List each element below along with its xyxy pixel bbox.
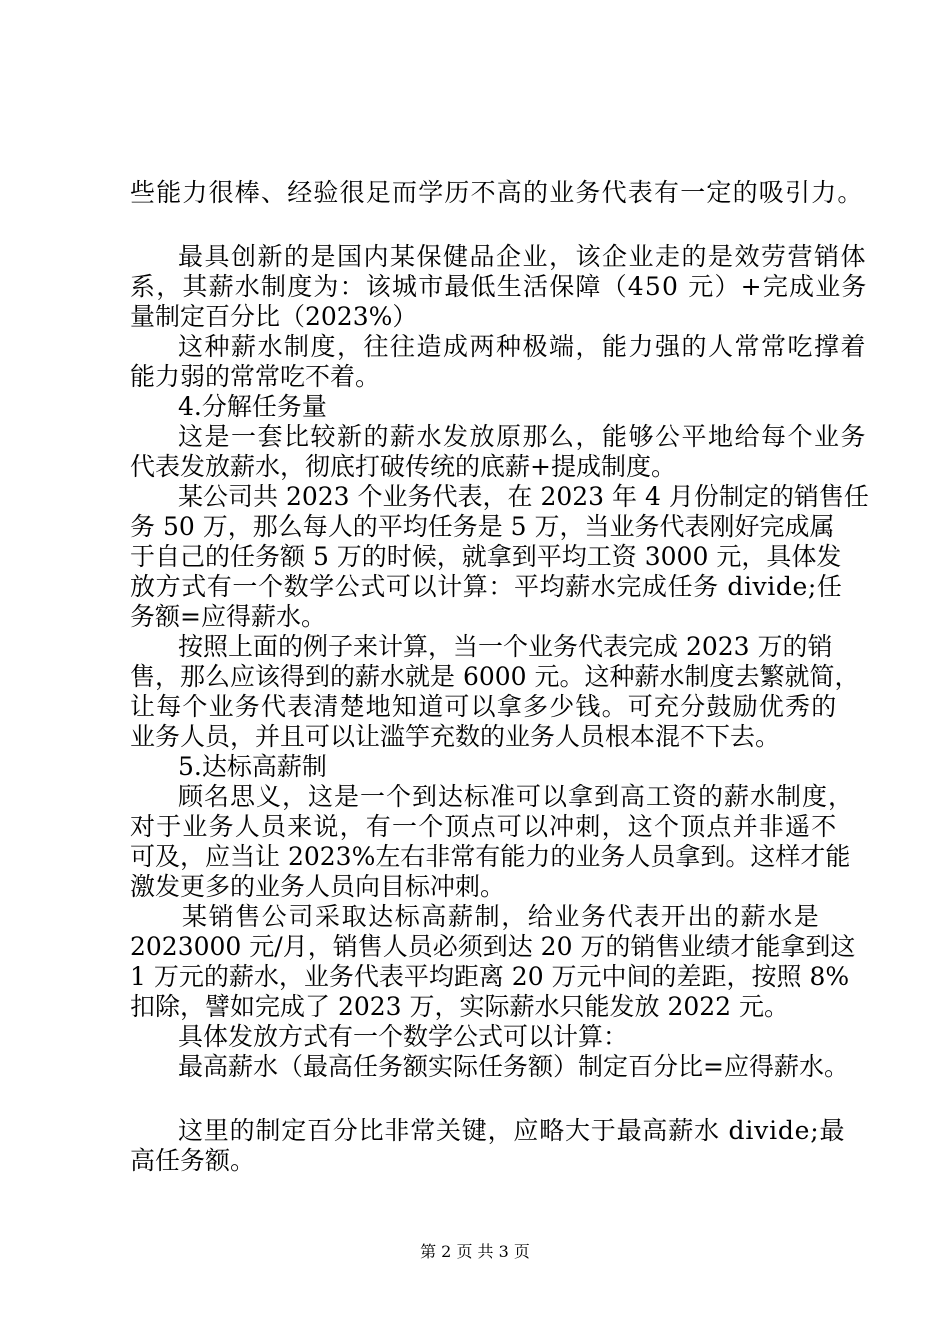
text-line: 能力弱的常常吃不着。 bbox=[130, 362, 381, 391]
text-line: 这是一套比较新的薪水发放原那么，能够公平地给每个业务 bbox=[178, 422, 868, 451]
section-heading: 5.达标高薪制 bbox=[178, 752, 327, 781]
text-line: 扣除，譬如完成了 2023 万，实际薪水只能发放 2022 元。 bbox=[130, 992, 790, 1021]
text-line: 某销售公司采取达标高薪制，给业务代表开出的薪水是 bbox=[182, 902, 821, 931]
page-number-footer: 第 2 页 共 3 页 bbox=[420, 1242, 530, 1261]
text-line: 让每个业务代表清楚地知道可以拿多少钱。可充分鼓励优秀的 bbox=[130, 692, 838, 721]
text-line: 最具创新的是国内某保健品企业，该企业走的是效劳营销体 bbox=[178, 242, 868, 271]
text-line: 可及，应当让 2023%左右非常有能力的业务人员拿到。这样才能 bbox=[130, 842, 851, 871]
text-line: 按照上面的例子来计算，当一个业务代表完成 2023 万的销 bbox=[178, 632, 833, 661]
text-line: 些能力很棒、经验很足而学历不高的业务代表有一定的吸引力。 bbox=[130, 178, 864, 207]
text-line: 业务人员，并且可以让滥竽充数的业务人员根本混不下去。 bbox=[130, 722, 781, 751]
text-line: 顾名思义，这是一个到达标准可以拿到高工资的薪水制度， bbox=[178, 782, 855, 811]
text-line: 对于业务人员来说，有一个顶点可以冲刺，这个顶点并非遥不 bbox=[130, 812, 838, 841]
text-line: 放方式有一个数学公式可以计算：平均薪水完成任务 divide;任 bbox=[130, 572, 843, 601]
text-line: 于自己的任务额 5 万的时候，就拿到平均工资 3000 元，具体发 bbox=[130, 542, 842, 571]
text-line: 最高薪水（最高任务额实际任务额）制定百分比=应得薪水。 bbox=[178, 1052, 849, 1081]
text-line: 代表发放薪水，彻底打破传统的底薪+提成制度。 bbox=[130, 452, 676, 481]
text-line: 这种薪水制度，往往造成两种极端，能力强的人常常吃撑着 bbox=[178, 332, 868, 361]
text-line: 激发更多的业务人员向目标冲刺。 bbox=[130, 872, 506, 901]
text-line: 务额=应得薪水。 bbox=[130, 602, 326, 631]
text-line: 系，其薪水制度为：该城市最低生活保障（450 元）+完成业务 bbox=[130, 272, 868, 301]
text-line: 具体发放方式有一个数学公式可以计算： bbox=[178, 1022, 629, 1051]
section-heading: 4.分解任务量 bbox=[178, 392, 327, 421]
text-line: 量制定百分比（2023%） bbox=[130, 302, 418, 331]
text-line: 高任务额。 bbox=[130, 1146, 256, 1175]
text-line: 某公司共 2023 个业务代表，在 2023 年 4 月份制定的销售任 bbox=[178, 482, 869, 511]
text-line: 这里的制定百分比非常关键，应略大于最高薪水 divide;最 bbox=[178, 1116, 846, 1145]
text-line: 2023000 元/月，销售人员必须到达 20 万的销售业绩才能拿到这 bbox=[130, 932, 856, 961]
text-line: 1 万元的薪水，业务代表平均距离 20 万元中间的差距，按照 8% bbox=[130, 962, 850, 991]
text-line: 售，那么应该得到的薪水就是 6000 元。这种薪水制度去繁就简， bbox=[130, 662, 860, 691]
text-line: 务 50 万，那么每人的平均任务是 5 万，当业务代表刚好完成属 bbox=[130, 512, 835, 541]
